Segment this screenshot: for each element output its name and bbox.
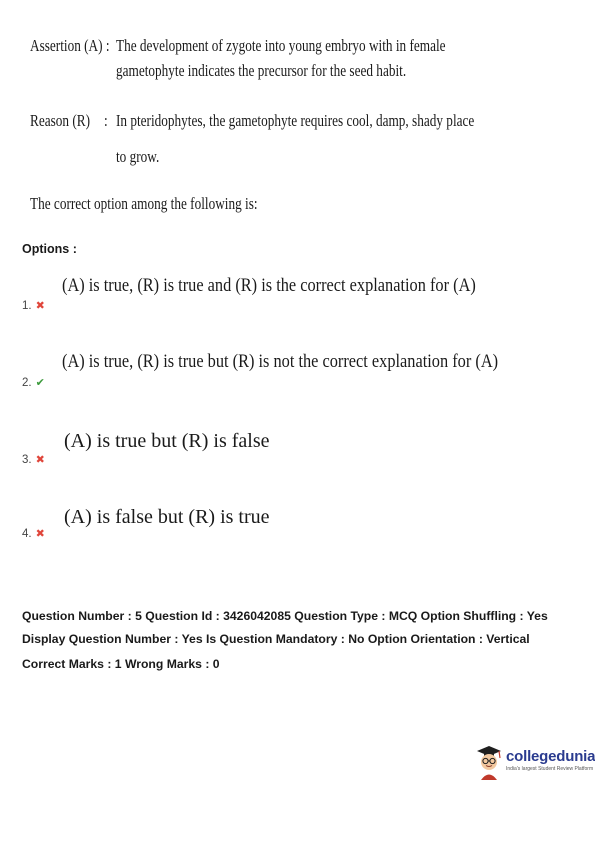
option-3-number — [22, 453, 45, 466]
cross-icon: ✖ — [35, 528, 45, 540]
option-2-text: (A) is true, (R) is true but (R) is not the correct explanation for (A) — [62, 351, 499, 372]
check-icon: ✔ — [35, 377, 45, 389]
option-4-text: (A) is false but (R) is true — [64, 506, 270, 528]
option-2-number — [22, 376, 45, 389]
graduate-mascot-icon — [474, 744, 504, 780]
assertion-label: Assertion (A) : — [30, 36, 110, 55]
reason-line-1: In pteridophytes, the gametophyte requires cool, damp, shady place — [116, 111, 475, 130]
assertion-line-2: gametophyte indicates the precursor for the seed habit. — [116, 61, 407, 80]
option-4-number — [22, 527, 45, 540]
question-prompt: The correct option among the following is: — [30, 194, 258, 213]
options-label: Options : — [22, 242, 77, 256]
meta-line-1: Question Number : 5 Question Id : 3426042085 Question Type : MCQ Option Shuffling : Yes — [22, 609, 548, 623]
meta-line-3: Correct Marks : 1 Wrong Marks : 0 — [22, 657, 220, 671]
reason-line-2: to grow. — [116, 147, 160, 166]
option-1-number-label: 1. — [22, 300, 32, 312]
option-2-number-label: 2. — [22, 377, 32, 389]
collegedunia-logo[interactable] — [474, 744, 595, 780]
logo-name: collegedunia — [506, 748, 595, 765]
option-1-number — [22, 299, 45, 312]
option-3-text: (A) is true but (R) is false — [64, 430, 270, 452]
logo-tagline: India's largest Student Review Platform — [506, 766, 594, 772]
cross-icon: ✖ — [35, 300, 45, 312]
option-3-number-label: 3. — [22, 454, 32, 466]
option-1-text: (A) is true, (R) is true and (R) is the correct explanation for (A) — [62, 275, 476, 296]
cross-icon: ✖ — [35, 454, 45, 466]
option-4-number-label: 4. — [22, 528, 32, 540]
meta-line-2: Display Question Number : Yes Is Question Mandatory : No Option Orientation : Vertical — [22, 632, 530, 646]
reason-label: Reason (R) — [30, 111, 91, 130]
reason-separator: : — [104, 111, 108, 130]
assertion-line-1: The development of zygote into young embryo with in female — [116, 36, 446, 55]
